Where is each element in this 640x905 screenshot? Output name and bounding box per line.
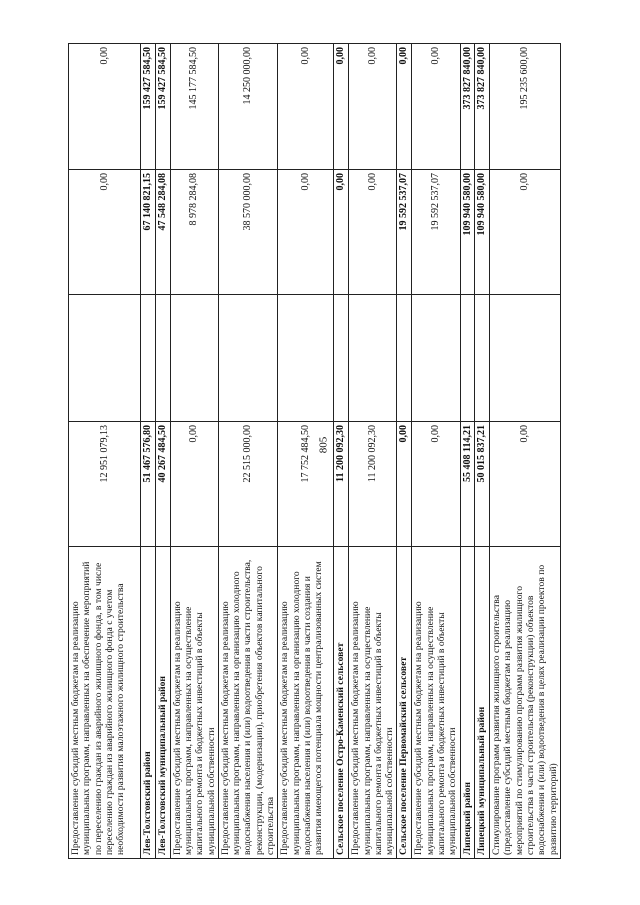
row-value-3: 109 940 580,00 xyxy=(475,170,490,295)
rotated-table-container xyxy=(68,44,559,859)
row-value-4: 373 827 840,00 xyxy=(460,44,475,170)
table-row xyxy=(170,44,218,859)
table-row xyxy=(475,44,490,859)
row-value-2 xyxy=(170,295,218,422)
table-row xyxy=(397,44,412,859)
row-value-1: 50 015 837,21 xyxy=(475,422,490,547)
row-value-3: 0,00 xyxy=(349,170,397,295)
row-value-2 xyxy=(155,295,170,422)
table-row xyxy=(334,44,349,859)
row-value-3: 0,00 xyxy=(334,170,349,295)
row-value-3: 67 140 821,15 xyxy=(141,170,156,295)
table-row xyxy=(155,44,170,859)
row-name: Сельское поселение Остро-Каменский сельсовет xyxy=(334,547,349,859)
row-value-1: 17 752 484,50 xyxy=(278,422,334,547)
row-value-3: 19 592 537,07 xyxy=(412,170,460,295)
row-value-4: 0,00 xyxy=(412,44,460,170)
row-value-2 xyxy=(460,295,475,422)
row-value-1: 11 200 092,30 xyxy=(349,422,397,547)
table-row xyxy=(218,44,278,859)
row-value-2 xyxy=(490,295,561,422)
row-name: Сельское поселение Первомайский сельсовет xyxy=(397,547,412,859)
row-value-1: 0,00 xyxy=(397,422,412,547)
row-value-2 xyxy=(349,295,397,422)
row-value-1: 0,00 xyxy=(412,422,460,547)
row-value-2 xyxy=(69,295,141,422)
row-name: Лев-Толстовский муниципальный район xyxy=(155,547,170,859)
row-value-1: 55 408 114,21 xyxy=(460,422,475,547)
row-value-2 xyxy=(397,295,412,422)
table-row xyxy=(349,44,397,859)
table-row xyxy=(490,44,561,859)
row-value-4: 373 827 840,00 xyxy=(475,44,490,170)
page-number: 805 xyxy=(317,436,329,454)
budget-table xyxy=(68,43,561,859)
table-row xyxy=(412,44,460,859)
row-value-2 xyxy=(278,295,334,422)
row-value-4: 0,00 xyxy=(397,44,412,170)
row-value-1: 51 467 576,80 xyxy=(141,422,156,547)
row-value-1: 22 515 000,00 xyxy=(218,422,278,547)
row-value-1: 0,00 xyxy=(490,422,561,547)
row-value-3: 19 592 537,07 xyxy=(397,170,412,295)
row-value-3: 38 570 000,00 xyxy=(218,170,278,295)
row-name: Стимулирование программ развития жилищного строительства (предоставление субсидий местным бюджетам на реализацию мероприятий по стимулированию программ развития жилищного строительства в части строительства (реконструкции) объектов водоснабжения и (или) водоотведения в целях реализации проектов по развитию территорий) xyxy=(490,547,561,859)
row-value-4: 0,00 xyxy=(334,44,349,170)
row-value-4: 14 250 000,00 xyxy=(218,44,278,170)
row-name: Предоставление субсидий местным бюджетам на реализацию муниципальных программ, направленных на обеспечение мероприятий по переселению граждан из аварийного жилищного фонда, в том числе переселению граждан из аварийного жилищного фонда с учетом необходимости развития малоэтажного жилищного строительства xyxy=(69,547,141,859)
row-value-4: 0,00 xyxy=(349,44,397,170)
row-value-4: 0,00 xyxy=(69,44,141,170)
table-row xyxy=(141,44,156,859)
row-value-3: 0,00 xyxy=(278,170,334,295)
row-value-3: 0,00 xyxy=(69,170,141,295)
row-name: Лев-Толстовский район xyxy=(141,547,156,859)
row-value-3: 47 548 284,08 xyxy=(155,170,170,295)
row-name: Липецкий район xyxy=(460,547,475,859)
row-value-3: 8 978 284,08 xyxy=(170,170,218,295)
row-name: Предоставление субсидий местным бюджетам на реализацию муниципальных программ, направленных на осуществление капитального ремонта и бюджетных инвестиций в объекты муниципальной собственности xyxy=(349,547,397,859)
row-value-4: 159 427 584,50 xyxy=(141,44,156,170)
row-name: Липецкий муниципальный район xyxy=(475,547,490,859)
row-value-4: 159 427 584,50 xyxy=(155,44,170,170)
row-value-2 xyxy=(334,295,349,422)
row-name: Предоставление субсидий местным бюджетам на реализацию муниципальных программ, направленных на осуществление капитального ремонта и бюджетных инвестиций в объекты муниципальной собственности xyxy=(170,547,218,859)
row-value-4: 0,00 xyxy=(278,44,334,170)
row-name: Предоставление субсидий местным бюджетам на реализацию муниципальных программ, направленных на организацию холодного водоснабжения населения и (или) водоотведения в части создания и развития имеющегося потенциала мощности централизованных систем xyxy=(278,547,334,859)
row-name: Предоставление субсидий местным бюджетам на реализацию муниципальных программ, направленных на организацию холодного водоснабжения населения и (или) водоотведения в части строительства, реконструкции, (модернизации), приобретения объектов капитального строительства xyxy=(218,547,278,859)
row-value-2 xyxy=(218,295,278,422)
table-row xyxy=(460,44,475,859)
row-value-4: 195 235 600,00 xyxy=(490,44,561,170)
row-value-1: 0,00 xyxy=(170,422,218,547)
row-value-2 xyxy=(141,295,156,422)
row-name: Предоставление субсидий местным бюджетам на реализацию муниципальных программ, направленных на осуществление капитального ремонта и бюджетных инвестиций в объекты муниципальной собственности xyxy=(412,547,460,859)
row-value-3: 109 940 580,00 xyxy=(460,170,475,295)
row-value-4: 145 177 584,50 xyxy=(170,44,218,170)
row-value-2 xyxy=(412,295,460,422)
row-value-1: 12 951 079,13 xyxy=(69,422,141,547)
row-value-1: 11 200 092,30 xyxy=(334,422,349,547)
row-value-1: 40 267 484,50 xyxy=(155,422,170,547)
table-row xyxy=(69,44,141,859)
row-value-3: 0,00 xyxy=(490,170,561,295)
row-value-2 xyxy=(475,295,490,422)
table-row xyxy=(278,44,334,859)
